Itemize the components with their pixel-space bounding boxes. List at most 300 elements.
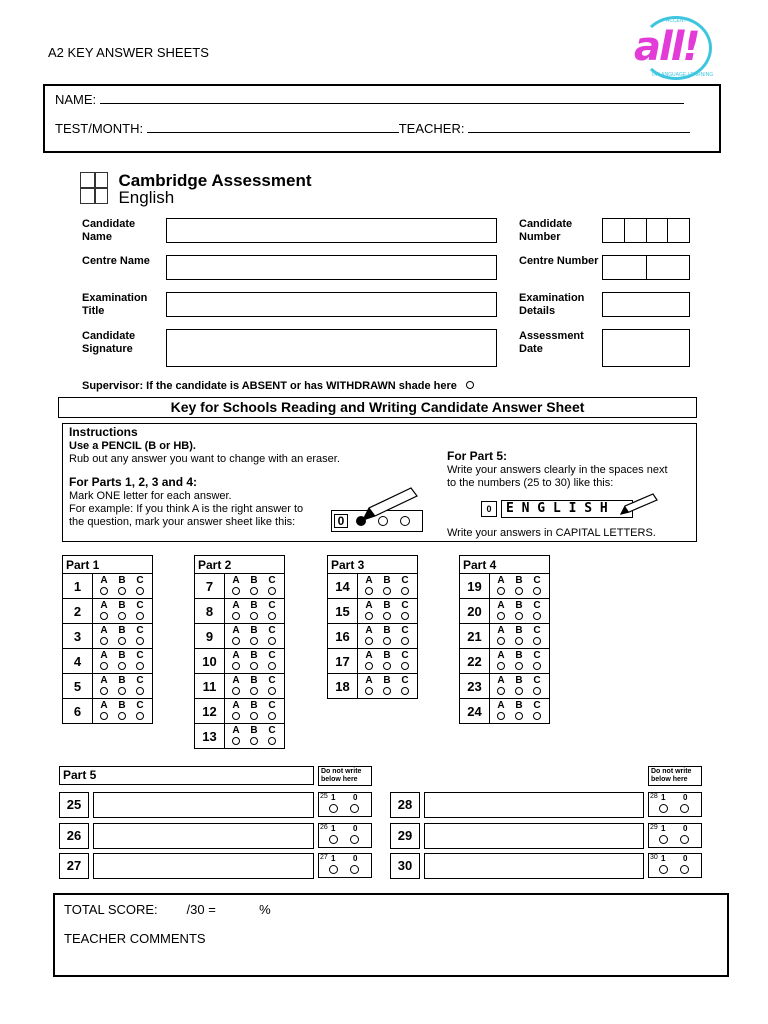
mark-one-bubble[interactable] (659, 865, 668, 874)
option-letter: A (497, 700, 505, 711)
question-number: 12 (195, 699, 225, 724)
option-a-bubble[interactable] (362, 626, 376, 645)
bubble-circle[interactable] (136, 587, 144, 595)
option-b-bubble[interactable] (380, 626, 394, 645)
answer-options (358, 674, 418, 699)
bubble-circle[interactable] (232, 612, 240, 620)
option-b-bubble[interactable] (247, 651, 261, 670)
option-c-bubble[interactable] (530, 576, 544, 595)
option-a-bubble[interactable] (494, 576, 508, 595)
question-row (63, 599, 153, 624)
question-number: 14 (328, 574, 358, 599)
bubble-circle[interactable] (250, 637, 258, 645)
bubble-circle[interactable] (533, 612, 541, 620)
option-letter: B (515, 600, 523, 611)
option-c-bubble[interactable] (133, 601, 147, 620)
bubble-circle[interactable] (383, 587, 391, 595)
question-row (460, 649, 550, 674)
option-b-bubble[interactable] (512, 626, 526, 645)
option-b-bubble[interactable] (512, 651, 526, 670)
bubble-circle[interactable] (100, 712, 108, 720)
option-letter: B (250, 575, 258, 586)
part5-question-number: 26 (59, 823, 89, 849)
answer-options (93, 674, 153, 699)
option-letter: C (136, 675, 144, 686)
logo-bottom-text: IN LANGUAGE LEARNING (652, 72, 714, 78)
logo-top-text: ACCENT (666, 18, 687, 24)
mark-zero-label: 0 (353, 824, 358, 833)
bubble-circle[interactable] (268, 687, 276, 695)
option-letter: C (268, 575, 276, 586)
bubble-circle[interactable] (497, 662, 505, 670)
option-letter: A (232, 650, 240, 661)
option-a-bubble[interactable] (97, 576, 111, 595)
option-c-bubble[interactable] (530, 601, 544, 620)
bubble-circle[interactable] (136, 687, 144, 695)
mark-zero-label: 0 (683, 824, 688, 833)
option-b-bubble[interactable] (380, 576, 394, 595)
option-b-bubble[interactable] (512, 701, 526, 720)
bubble-circle[interactable] (268, 612, 276, 620)
mark-one-label: 1 (661, 824, 666, 833)
option-letter: C (136, 625, 144, 636)
mark-one-label: 1 (331, 854, 336, 863)
bubble-circle[interactable] (118, 687, 126, 695)
pencil-icon-2 (619, 492, 659, 516)
question-row (460, 674, 550, 699)
bubble-circle[interactable] (401, 587, 409, 595)
option-letter: C (268, 600, 276, 611)
mark-zero-bubble[interactable] (350, 835, 359, 844)
bubble-circle[interactable] (383, 612, 391, 620)
bubble-circle[interactable] (533, 662, 541, 670)
option-c-bubble[interactable] (398, 576, 412, 595)
question-number: 24 (460, 699, 490, 724)
student-info-box (43, 84, 721, 153)
option-a-bubble[interactable] (362, 601, 376, 620)
bubble-circle[interactable] (232, 637, 240, 645)
option-a-bubble[interactable] (97, 651, 111, 670)
option-letter: C (136, 650, 144, 661)
option-letter: C (533, 600, 541, 611)
mark-one-label: 1 (661, 854, 666, 863)
candidate-signature-box[interactable] (166, 329, 497, 367)
bubble-circle[interactable] (533, 687, 541, 695)
bubble-circle[interactable] (383, 662, 391, 670)
option-letter: A (232, 600, 240, 611)
bubble-circle[interactable] (401, 612, 409, 620)
option-a-bubble[interactable] (97, 601, 111, 620)
mark-one-bubble[interactable] (329, 835, 338, 844)
question-number: 11 (195, 674, 225, 699)
bubble-circle[interactable] (515, 712, 523, 720)
option-letter: B (383, 600, 391, 611)
bubble-circle[interactable] (365, 612, 373, 620)
bubble-circle[interactable] (232, 712, 240, 720)
mark-one-bubble[interactable] (329, 804, 338, 813)
brand-logo (630, 14, 722, 82)
option-letter: A (232, 575, 240, 586)
answer-options (490, 649, 550, 674)
candidate-number-box[interactable] (602, 218, 690, 243)
option-letter: B (118, 650, 126, 661)
option-a-bubble[interactable] (229, 626, 243, 645)
option-letter: C (401, 625, 409, 636)
bubble-circle[interactable] (250, 612, 258, 620)
bubble-circle[interactable] (365, 687, 373, 695)
option-b-bubble[interactable] (380, 651, 394, 670)
option-c-bubble[interactable] (398, 626, 412, 645)
option-a-bubble[interactable] (494, 701, 508, 720)
option-c-bubble[interactable] (133, 651, 147, 670)
option-letter: C (268, 675, 276, 686)
bubble-circle[interactable] (401, 637, 409, 645)
bubble-circle[interactable] (100, 687, 108, 695)
test-field[interactable] (147, 121, 399, 133)
option-b-bubble[interactable] (380, 601, 394, 620)
bubble-circle[interactable] (365, 587, 373, 595)
mark-question-number: 28 (650, 793, 658, 800)
option-c-bubble[interactable] (530, 676, 544, 695)
bubble-circle[interactable] (268, 737, 276, 745)
teacher-field[interactable] (468, 121, 690, 133)
option-letter: C (401, 575, 409, 586)
name-row (55, 92, 684, 107)
option-a-bubble[interactable] (229, 701, 243, 720)
option-b-bubble[interactable] (115, 601, 129, 620)
bubble-circle[interactable] (497, 687, 505, 695)
bubble-circle[interactable] (250, 737, 258, 745)
option-b-bubble[interactable] (115, 576, 129, 595)
bubble-circle[interactable] (365, 637, 373, 645)
answer-options (93, 624, 153, 649)
question-row (63, 624, 153, 649)
option-a-bubble[interactable] (97, 626, 111, 645)
option-b-bubble[interactable] (247, 726, 261, 745)
bubble-circle[interactable] (118, 712, 126, 720)
option-b-bubble[interactable] (380, 676, 394, 695)
option-letter: A (100, 650, 108, 661)
part5-answer-box[interactable] (424, 792, 644, 818)
mark-one-label: 1 (331, 824, 336, 833)
option-c-bubble[interactable] (133, 676, 147, 695)
part5-example-number: 0 (481, 501, 497, 517)
option-c-bubble[interactable] (530, 626, 544, 645)
mark-one-label: 1 (661, 793, 666, 802)
examination-details-box[interactable] (602, 292, 690, 317)
mark-zero-label: 0 (683, 854, 688, 863)
option-c-bubble[interactable] (265, 626, 279, 645)
option-c-bubble[interactable] (398, 676, 412, 695)
examination-details-label: Examination Details (519, 292, 585, 317)
bubble-circle[interactable] (100, 637, 108, 645)
option-letter: B (515, 575, 523, 586)
option-c-bubble[interactable] (265, 576, 279, 595)
part-2-table (194, 555, 285, 749)
part5-question-number: 25 (59, 792, 89, 818)
bubble-circle[interactable] (100, 587, 108, 595)
mark-question-number: 25 (320, 793, 328, 800)
question-number: 15 (328, 599, 358, 624)
test-label: TEST/MONTH: (55, 121, 144, 136)
bubble-circle[interactable] (118, 662, 126, 670)
answer-options (490, 599, 550, 624)
bubble-circle[interactable] (383, 687, 391, 695)
bubble-circle[interactable] (533, 712, 541, 720)
bubble-circle[interactable] (250, 662, 258, 670)
bubble-circle[interactable] (268, 587, 276, 595)
bubble-circle[interactable] (533, 637, 541, 645)
option-letter: C (136, 600, 144, 611)
option-letter: C (136, 700, 144, 711)
bubble-circle[interactable] (515, 612, 523, 620)
mark-box (648, 853, 702, 878)
bubble-circle[interactable] (250, 687, 258, 695)
option-letter: B (118, 600, 126, 611)
option-a-bubble[interactable] (229, 576, 243, 595)
part5-question-number: 29 (390, 823, 420, 849)
option-letter: C (268, 725, 276, 736)
mark-box (648, 792, 702, 817)
option-letter: A (497, 675, 505, 686)
question-number: 21 (460, 624, 490, 649)
centre-number-box[interactable] (602, 255, 690, 280)
option-b-bubble[interactable] (247, 601, 261, 620)
parts14-line3: the question, mark your answer sheet like this: (69, 516, 296, 528)
bubble-circle[interactable] (136, 637, 144, 645)
option-letter: C (401, 650, 409, 661)
part5-question-number: 30 (390, 853, 420, 879)
answer-options (93, 699, 153, 724)
bubble-circle[interactable] (268, 637, 276, 645)
bubble-circle[interactable] (515, 587, 523, 595)
option-c-bubble[interactable] (265, 726, 279, 745)
bubble-circle[interactable] (497, 637, 505, 645)
part5-answer-box[interactable] (93, 853, 314, 879)
option-c-bubble[interactable] (133, 626, 147, 645)
option-letter: A (100, 675, 108, 686)
centre-name-label: Centre Name (82, 255, 150, 267)
question-row (328, 674, 418, 699)
bubble-circle[interactable] (533, 587, 541, 595)
option-b-bubble[interactable] (115, 626, 129, 645)
bubble-circle[interactable] (136, 712, 144, 720)
bubble-circle[interactable] (515, 662, 523, 670)
option-a-bubble[interactable] (229, 726, 243, 745)
part5-answer-box[interactable] (93, 823, 314, 849)
bubble-circle[interactable] (365, 662, 373, 670)
option-b-bubble[interactable] (247, 676, 261, 695)
option-a-bubble[interactable] (97, 676, 111, 695)
mark-box (648, 823, 702, 848)
question-number: 9 (195, 624, 225, 649)
answer-sheet-title: Key for Schools Reading and Writing Candidate Answer Sheet (58, 397, 697, 418)
option-a-bubble[interactable] (494, 601, 508, 620)
question-number: 20 (460, 599, 490, 624)
option-b-bubble[interactable] (512, 601, 526, 620)
supervisor-note (82, 380, 474, 392)
option-letter: C (533, 700, 541, 711)
part5-answer-box[interactable] (424, 853, 644, 879)
mark-zero-bubble[interactable] (350, 865, 359, 874)
candidate-name-box[interactable] (166, 218, 497, 243)
question-row (328, 649, 418, 674)
mark-zero-bubble[interactable] (680, 865, 689, 874)
question-number: 6 (63, 699, 93, 724)
option-letter: C (533, 675, 541, 686)
option-c-bubble[interactable] (398, 601, 412, 620)
option-c-bubble[interactable] (398, 651, 412, 670)
bubble-circle[interactable] (232, 687, 240, 695)
teacher-comments-label: TEACHER COMMENTS (64, 931, 206, 946)
option-c-bubble[interactable] (530, 701, 544, 720)
question-row (460, 574, 550, 599)
question-number: 18 (328, 674, 358, 699)
option-letter: B (250, 700, 258, 711)
option-letter: C (401, 600, 409, 611)
option-letter: A (497, 600, 505, 611)
part-title: Part 2 (195, 556, 285, 574)
option-b-bubble[interactable] (247, 626, 261, 645)
option-letter: B (250, 675, 258, 686)
option-a-bubble[interactable] (229, 601, 243, 620)
bubble-circle[interactable] (118, 612, 126, 620)
option-a-bubble[interactable] (229, 676, 243, 695)
option-c-bubble[interactable] (265, 701, 279, 720)
examination-title-box[interactable] (166, 292, 497, 317)
candidate-name-label: Candidate Name (82, 218, 136, 243)
mark-box (318, 792, 372, 817)
mark-one-bubble[interactable] (659, 835, 668, 844)
mark-zero-bubble[interactable] (350, 804, 359, 813)
option-c-bubble[interactable] (133, 576, 147, 595)
option-a-bubble[interactable] (362, 576, 376, 595)
cambridge-line1: Cambridge Assessment (118, 171, 312, 190)
mark-one-bubble[interactable] (329, 865, 338, 874)
option-letter: B (250, 625, 258, 636)
bubble-circle[interactable] (383, 637, 391, 645)
bubble-circle[interactable] (118, 587, 126, 595)
option-c-bubble[interactable] (133, 701, 147, 720)
mark-zero-label: 0 (353, 793, 358, 802)
question-number: 16 (328, 624, 358, 649)
answer-options (225, 649, 285, 674)
part5-answer-box[interactable] (424, 823, 644, 849)
option-a-bubble[interactable] (362, 676, 376, 695)
mark-zero-bubble[interactable] (680, 804, 689, 813)
bubble-circle[interactable] (497, 712, 505, 720)
question-number: 19 (460, 574, 490, 599)
question-row (460, 699, 550, 724)
question-row (460, 599, 550, 624)
bubble-circle[interactable] (515, 637, 523, 645)
option-a-bubble[interactable] (229, 651, 243, 670)
part5-line1: Write your answers clearly in the spaces next (447, 464, 668, 476)
option-c-bubble[interactable] (265, 601, 279, 620)
option-b-bubble[interactable] (115, 701, 129, 720)
mark-question-number: 29 (650, 824, 658, 831)
cambridge-logo (80, 172, 312, 206)
part-title: Part 1 (63, 556, 153, 574)
candidate-signature-label: Candidate Signature (82, 330, 136, 355)
option-letter: B (118, 700, 126, 711)
option-c-bubble[interactable] (530, 651, 544, 670)
mark-zero-label: 0 (683, 793, 688, 802)
part5-answer-box[interactable] (93, 792, 314, 818)
bubble-circle[interactable] (118, 637, 126, 645)
mark-one-bubble[interactable] (659, 804, 668, 813)
centre-name-box[interactable] (166, 255, 497, 280)
bubble-circle[interactable] (268, 712, 276, 720)
bubble-circle[interactable] (401, 687, 409, 695)
part5-line2: to the numbers (25 to 30) like this: (447, 477, 614, 489)
bubble-circle[interactable] (100, 612, 108, 620)
option-c-bubble[interactable] (265, 651, 279, 670)
part-title: Part 4 (460, 556, 550, 574)
score-box (53, 893, 729, 977)
question-number: 1 (63, 574, 93, 599)
question-row (195, 674, 285, 699)
bubble-circle[interactable] (232, 737, 240, 745)
option-letter: C (268, 650, 276, 661)
option-letter: A (232, 625, 240, 636)
option-letter: A (497, 625, 505, 636)
bubble-circle[interactable] (250, 587, 258, 595)
question-row (63, 699, 153, 724)
question-row (195, 724, 285, 749)
option-b-bubble[interactable] (512, 676, 526, 695)
bubble-circle[interactable] (497, 612, 505, 620)
bubble-circle[interactable] (268, 662, 276, 670)
bubble-circle[interactable] (515, 687, 523, 695)
option-letter: A (365, 600, 373, 611)
option-c-bubble[interactable] (265, 676, 279, 695)
option-b-bubble[interactable] (115, 651, 129, 670)
part5-line3: Write your answers in CAPITAL LETTERS. (447, 527, 656, 539)
bubble-circle[interactable] (401, 662, 409, 670)
name-field[interactable] (100, 92, 684, 104)
answer-options (225, 674, 285, 699)
question-row (328, 624, 418, 649)
mark-zero-bubble[interactable] (680, 835, 689, 844)
part-title: Part 3 (328, 556, 418, 574)
bubble-circle[interactable] (232, 662, 240, 670)
bubble-circle[interactable] (250, 712, 258, 720)
option-a-bubble[interactable] (362, 651, 376, 670)
bubble-circle[interactable] (136, 662, 144, 670)
question-row (63, 574, 153, 599)
option-a-bubble[interactable] (494, 651, 508, 670)
bubble-circle[interactable] (100, 662, 108, 670)
option-b-bubble[interactable] (512, 576, 526, 595)
option-a-bubble[interactable] (97, 701, 111, 720)
option-b-bubble[interactable] (247, 701, 261, 720)
option-b-bubble[interactable] (247, 576, 261, 595)
bubble-circle[interactable] (232, 587, 240, 595)
bubble-circle[interactable] (136, 612, 144, 620)
option-a-bubble[interactable] (494, 626, 508, 645)
shield-icon (80, 172, 108, 204)
option-letter: C (533, 575, 541, 586)
answer-options (490, 674, 550, 699)
option-letter: C (136, 575, 144, 586)
assessment-date-box[interactable] (602, 329, 690, 367)
absent-circle[interactable] (466, 381, 474, 389)
option-letter: B (515, 625, 523, 636)
option-a-bubble[interactable] (494, 676, 508, 695)
option-b-bubble[interactable] (115, 676, 129, 695)
bubble-circle[interactable] (497, 587, 505, 595)
